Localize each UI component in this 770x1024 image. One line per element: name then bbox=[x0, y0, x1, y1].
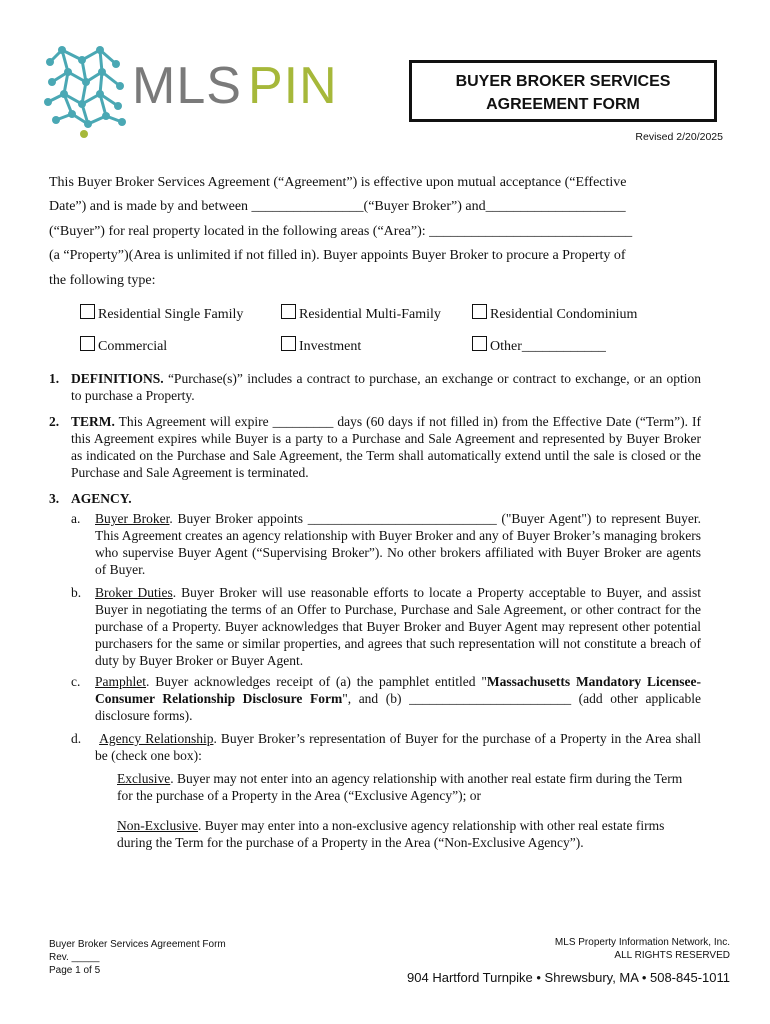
footer-rev: Rev. _____ bbox=[49, 952, 100, 963]
subsection-label: c. bbox=[71, 674, 81, 689]
subsection-text: . Buyer Broker’s representation of Buyer for the purchase of a Property in the Area shall be (check one box): bbox=[95, 731, 701, 763]
option-text: . Buyer may not enter into an agency relationship with another real estate firm during the Term for the purchase of a Property in the Area (“Exclusive Agency”); or bbox=[117, 771, 683, 803]
subsection-buyer-broker bbox=[71, 510, 701, 578]
logo-text-pin: PIN bbox=[248, 57, 338, 115]
footer-rights: ALL RIGHTS RESERVED bbox=[614, 950, 730, 961]
subsection-broker-duties bbox=[71, 584, 701, 669]
checkbox-commercial[interactable] bbox=[80, 336, 167, 355]
subsection-title: Buyer Broker bbox=[95, 511, 170, 526]
form-title-line2: AGREEMENT FORM bbox=[486, 96, 640, 113]
disclosure-form-name: Massachusetts Mandatory Licensee-Consumer Relationship Disclosure Form bbox=[95, 674, 701, 706]
option-title: Non-Exclusive bbox=[117, 818, 198, 833]
checkbox-box[interactable] bbox=[472, 336, 487, 351]
section-heading: AGENCY. bbox=[71, 491, 132, 506]
checkbox-investment[interactable] bbox=[281, 336, 361, 355]
subsection-title: Agency Relationship bbox=[99, 731, 214, 746]
section-term bbox=[49, 413, 701, 481]
intro-line-2: Date”) and is made by and between ________________(“Buyer Broker”) and____________________ bbox=[49, 199, 626, 214]
subsection-title: Broker Duties bbox=[95, 585, 173, 600]
subsection-label: b. bbox=[71, 585, 82, 600]
footer-left bbox=[49, 938, 226, 977]
checkbox-label: Residential Single Family bbox=[98, 307, 244, 322]
section-number: 1. bbox=[49, 371, 60, 386]
subsection-agency-relationship bbox=[71, 730, 701, 764]
subsection-label: a. bbox=[71, 511, 81, 526]
checkbox-label: Residential Multi-Family bbox=[299, 307, 441, 322]
footer-right bbox=[555, 936, 730, 962]
logo-text-mls: MLS bbox=[132, 57, 242, 115]
option-title: Exclusive bbox=[117, 771, 171, 786]
checkbox-other[interactable] bbox=[472, 336, 606, 355]
section-agency bbox=[49, 490, 701, 507]
option-non-exclusive[interactable] bbox=[117, 817, 701, 851]
subsection-text: . Buyer Broker will use reasonable efforts to locate a Property acceptable to Buyer, and assist Buyer in negotiating the terms of an Offer to Purchase, Purchase and Sale Agreement, or other contract for the purchase of a Property. Buyer acknowledges that Buyer Broker and Buyer Agent may represent other potential purchasers for the same or similar properties, and agrees that such representation will not constitute a breach of duty by Buyer Broker or Buyer Agent. bbox=[95, 585, 701, 668]
checkbox-residential-condominium[interactable] bbox=[472, 304, 637, 323]
form-title-box bbox=[409, 60, 717, 122]
checkbox-label: Commercial bbox=[98, 339, 168, 354]
subsection-text: ", and (b) ________________________ (add other applicable disclosure forms). bbox=[95, 691, 701, 723]
section-definitions bbox=[49, 370, 701, 404]
section-heading: TERM. bbox=[71, 414, 115, 429]
footer-address: 904 Hartford Turnpike • Shrewsbury, MA • 508-845-1011 bbox=[407, 970, 730, 985]
footer-page-number: Page 1 of 5 bbox=[49, 965, 101, 976]
footer-form-name: Buyer Broker Services Agreement Form bbox=[49, 939, 226, 950]
checkbox-label: Residential Condominium bbox=[490, 307, 638, 322]
intro-line-4: (a “Property”)(Area is unlimited if not filled in). Buyer appoints Buyer Broker to procure a Property of bbox=[49, 248, 626, 263]
checkbox-box[interactable] bbox=[281, 304, 296, 319]
checkbox-box[interactable] bbox=[80, 304, 95, 319]
revised-date: Revised 2/20/2025 bbox=[635, 131, 723, 143]
option-exclusive[interactable] bbox=[117, 770, 701, 804]
checkbox-label: Other____________ bbox=[490, 339, 606, 354]
section-text: “Purchase(s)” includes a contract to purchase, an exchange or contract to exchange, or an option to purchase a Property. bbox=[71, 371, 701, 403]
intro-line-5: the following type: bbox=[49, 273, 156, 288]
intro-line-1: This Buyer Broker Services Agreement (“Agreement”) is effective upon mutual acceptance (“Effective bbox=[49, 175, 627, 190]
subsection-pamphlet bbox=[71, 673, 701, 724]
subsection-label: d. bbox=[71, 731, 82, 746]
checkbox-label: Investment bbox=[299, 339, 362, 354]
checkbox-box[interactable] bbox=[472, 304, 487, 319]
intro-line-3: (“Buyer”) for real property located in the following areas (“Area”): _____________________________ bbox=[49, 224, 633, 239]
option-text: . Buyer may enter into a non-exclusive agency relationship with other real estate firms during the Term for the purchase of a Property in the Area (“Non-Exclusive Agency”). bbox=[117, 818, 665, 850]
section-heading: DEFINITIONS. bbox=[71, 371, 164, 386]
section-number: 3. bbox=[49, 491, 60, 506]
checkbox-box[interactable] bbox=[281, 336, 296, 351]
checkbox-residential-single-family[interactable] bbox=[80, 304, 243, 323]
section-number: 2. bbox=[49, 414, 60, 429]
section-text: This Agreement will expire _________ days (60 days if not filled in) from the Effective Date (“Term”). If this Agreement expires while Buyer is a party to a Purchase and Sale Agreement and represented by Buyer Broker as indicated on the Purchase and Sale Agreement, the Term shall automatically extend until the sale is closed or the Purchase and Sale Agreement is terminated. bbox=[71, 414, 701, 480]
subsection-text: . Buyer acknowledges receipt of (a) the pamphlet entitled " bbox=[146, 674, 487, 689]
checkbox-box[interactable] bbox=[80, 336, 95, 351]
checkbox-residential-multi-family[interactable] bbox=[281, 304, 441, 323]
form-title-line1: BUYER BROKER SERVICES bbox=[455, 73, 671, 90]
subsection-title: Pamphlet bbox=[95, 674, 146, 689]
subsection-text: . Buyer Broker appoints ____________________________ ("Buyer Agent") to represent Buyer. This Agreement creates an agency relationship with Buyer Broker and any of Buyer Broker’s managing brokers who supervise Buyer Agent (“Supervising Broker”). No other brokers affiliated with Buyer Broker are agents of Buyer. bbox=[95, 511, 701, 577]
footer-org: MLS Property Information Network, Inc. bbox=[554, 937, 730, 948]
